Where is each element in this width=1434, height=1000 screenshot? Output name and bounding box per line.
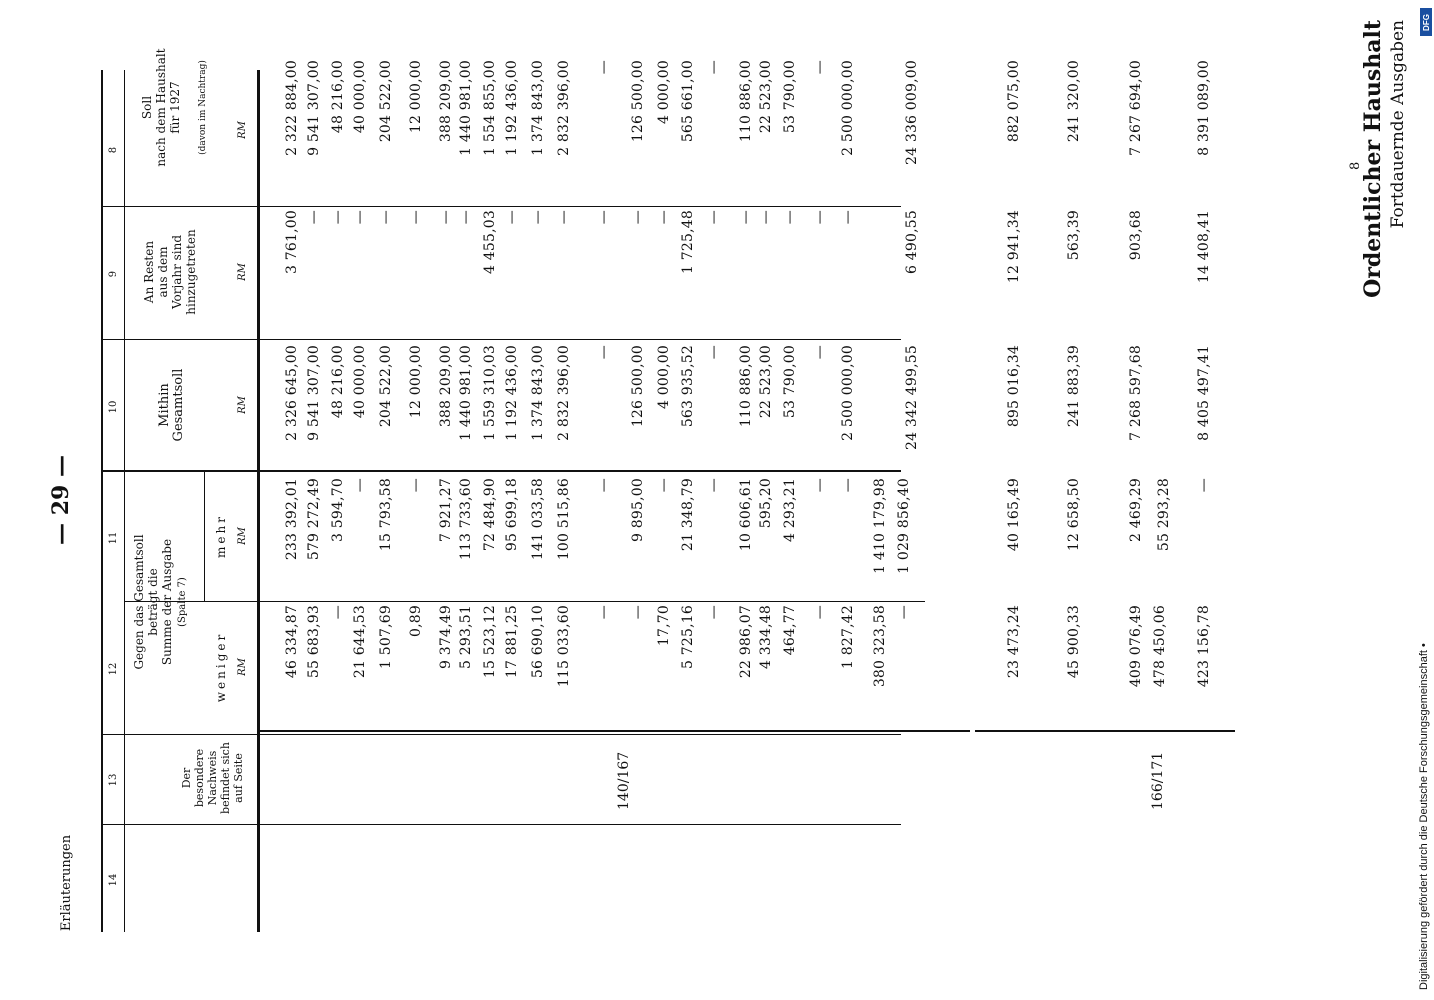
table-row2-2-c11: 12 658,50 <box>1066 478 1082 552</box>
header-bottom-rule <box>257 70 260 932</box>
table-row-4-c11: — <box>352 478 368 493</box>
table-row-22-c12: 1 827,42 <box>840 605 856 669</box>
table-row-7-c9: — <box>438 210 454 225</box>
table-row-10-c11: 95 699,18 <box>504 478 520 552</box>
col-sep-9-10 <box>101 339 901 340</box>
table-row2-3-c8: 7 267 694,00 <box>1128 60 1144 156</box>
table-row-19-c8: 22 523,00 <box>758 60 774 134</box>
table-row-4-c9: — <box>352 210 368 225</box>
table-row-15-c10: 4 000,00 <box>656 345 672 409</box>
table-row-21-c11: — <box>812 478 828 493</box>
table-row-17-c8: — <box>706 60 722 75</box>
table-row-6-c9: — <box>408 210 424 225</box>
col-header-12: weniger <box>214 631 228 703</box>
col-number-11: 11 <box>108 531 119 545</box>
col-header-14: Erläuterungen <box>59 834 74 932</box>
table-row-11-c9: — <box>530 210 546 225</box>
table-row-1-c10: 2 326 645,00 <box>284 345 300 441</box>
table-row-9-c11: 72 484,90 <box>482 478 498 552</box>
table-row-5-c10: 204 522,00 <box>378 345 394 428</box>
table-row-1-c8: 2 322 884,00 <box>284 60 300 156</box>
table-row-20-c8: 53 790,00 <box>782 60 798 134</box>
col-sep-11-12 <box>125 601 925 602</box>
table-row-11-c10: 1 374 843,00 <box>530 345 546 441</box>
col-number-13: 13 <box>108 773 119 787</box>
table-row2-3-c11: 2 469,29 <box>1128 478 1144 542</box>
table-row-1-c11: 233 392,01 <box>284 478 300 561</box>
table-row-8-c12: 5 293,51 <box>458 605 474 669</box>
col-sep-8-9 <box>101 206 901 207</box>
funding-note: Digitalisierung gefördert durch die Deutsche Forschungsgemeinschaft • <box>1418 643 1430 990</box>
table-row-22-c11: — <box>840 478 856 493</box>
col-number-12: 12 <box>108 662 119 676</box>
table-row-10-c10: 1 192 436,00 <box>504 345 520 441</box>
col-header-11-12-group: Gegen das Gesamtsoll beträgt die Summe der Ausgabe <box>132 534 174 670</box>
table-row-14-c11: 9 895,00 <box>630 478 646 542</box>
table-row-6-c12: 0,89 <box>408 605 424 637</box>
table-row2-1-c9: 12 941,34 <box>1006 210 1022 284</box>
table-row2-1-c11: 40 165,49 <box>1006 478 1022 552</box>
table-row-18-c8: 110 886,00 <box>738 60 754 143</box>
table-row-13-c8: — <box>596 60 612 75</box>
table-row-3-c8: 48 216,00 <box>330 60 346 134</box>
group1-total-c11: 1 410 179,98 <box>872 478 888 574</box>
table-row2-1-c10: 895 016,34 <box>1006 345 1022 428</box>
table-row-6-c11: — <box>408 478 424 493</box>
table-row-10-c9: — <box>504 210 520 225</box>
final-row-c12: 423 156,78 <box>1196 605 1212 688</box>
table-row-8-c11: 113 733,60 <box>458 478 474 561</box>
col-number-10: 10 <box>108 400 119 414</box>
table-row-18-c9: — <box>738 210 754 225</box>
table-row-5-c8: 204 522,00 <box>378 60 394 143</box>
table-row-3-c9: — <box>330 210 346 225</box>
summary-c10: 24 342 499,55 <box>904 345 920 451</box>
table-row-14-c12: — <box>630 605 646 620</box>
table-row-10-c12: 17 881,25 <box>504 605 520 679</box>
table-row-11-c11: 141 033,58 <box>530 478 546 561</box>
summary-c8: 24 336 009,00 <box>904 60 920 166</box>
table-row-5-c9: — <box>378 210 394 225</box>
group2-total-c11: 55 293,28 <box>1156 478 1172 552</box>
table-row-12-c10: 2 832 396,00 <box>556 345 572 441</box>
table-row-16-c9: 1 725,48 <box>680 210 696 274</box>
unit-12: RM <box>237 658 248 676</box>
table-row-7-c10: 388 209,00 <box>438 345 454 428</box>
table-row-17-c12: — <box>706 605 722 620</box>
table-row2-1-c12: 23 473,24 <box>1006 605 1022 679</box>
table-row-15-c12: 17,70 <box>656 605 672 647</box>
table-row-20-c9: — <box>782 210 798 225</box>
group1-diff-c12: — <box>896 605 912 620</box>
table-row-1-c12: 46 334,87 <box>284 605 300 679</box>
col-sep-12-13 <box>101 734 901 735</box>
table-row-17-c11: — <box>706 478 722 493</box>
table-row-16-c8: 565 661,00 <box>680 60 696 143</box>
table-row-12-c11: 100 515,86 <box>556 478 572 561</box>
table-row-18-c12: 22 986,07 <box>738 605 754 679</box>
table-row-14-c8: 126 500,00 <box>630 60 646 143</box>
table-row-10-c8: 1 192 436,00 <box>504 60 520 156</box>
table-row-11-c12: 56 690,10 <box>530 605 546 679</box>
corner-number: 8 <box>1348 161 1363 170</box>
unit-9: RM <box>237 263 248 281</box>
group1-diff-c11: 1 029 856,40 <box>896 478 912 574</box>
col-number-8: 8 <box>108 146 119 154</box>
table-row2-3-c10: 7 268 597,68 <box>1128 345 1144 441</box>
table-row-13-c9: — <box>596 210 612 225</box>
final-row-c11: — <box>1196 478 1212 493</box>
table-row-19-c10: 22 523,00 <box>758 345 774 419</box>
table-row2-2-c9: 563,39 <box>1066 210 1082 261</box>
table-row-21-c9: — <box>812 210 828 225</box>
table-row-2-c9: — <box>306 210 322 225</box>
table-row-19-c12: 4 334,48 <box>758 605 774 669</box>
table-row-12-c8: 2 832 396,00 <box>556 60 572 156</box>
group1-bracket <box>258 730 970 732</box>
table-row-7-c8: 388 209,00 <box>438 60 454 143</box>
table-row-18-c10: 110 886,00 <box>738 345 754 428</box>
final-row-c9: 14 408,41 <box>1196 210 1212 284</box>
table-row-15-c9: — <box>656 210 672 225</box>
table-row-14-c10: 126 500,00 <box>630 345 646 428</box>
table-row-2-c10: 9 541 307,00 <box>306 345 322 441</box>
table-row-1-c9: 3 761,00 <box>284 210 300 274</box>
dfg-logo-text: DFG <box>1421 13 1431 31</box>
dfg-logo <box>1420 8 1432 36</box>
table-row-6-c8: 12 000,00 <box>408 60 424 134</box>
page-number: — 29 — <box>48 455 74 545</box>
table-row-6-c10: 12 000,00 <box>408 345 424 419</box>
table-row-21-c12: — <box>812 605 828 620</box>
table-row-13-c12: — <box>596 605 612 620</box>
table-row-3-c12: — <box>330 605 346 620</box>
table-row-22-c9: — <box>840 210 856 225</box>
table-row2-2-c10: 241 883,39 <box>1066 345 1082 428</box>
table-row-15-c11: — <box>656 478 672 493</box>
unit-10: RM <box>237 396 248 414</box>
table-row-3-c11: 3 594,70 <box>330 478 346 542</box>
table-row-2-c8: 9 541 307,00 <box>306 60 322 156</box>
col-sep-10-11 <box>101 470 901 472</box>
group1-reference: 140/167 <box>616 751 632 810</box>
group2-bracket <box>975 730 1235 732</box>
col-header-8-note: (davon im Nachtrag) <box>198 60 208 155</box>
table-row-11-c8: 1 374 843,00 <box>530 60 546 156</box>
unit-11: RM <box>237 527 248 545</box>
table-row2-3-c9: 903,68 <box>1128 210 1144 261</box>
final-row-c10: 8 405 497,41 <box>1196 345 1212 441</box>
table-row-21-c8: — <box>812 60 828 75</box>
group2-total-c12: 478 450,06 <box>1152 605 1168 688</box>
table-row2-2-c12: 45 900,33 <box>1066 605 1082 679</box>
colnum-rule <box>124 70 125 932</box>
table-row-4-c10: 40 000,00 <box>352 345 368 419</box>
table-row-7-c12: 9 374,49 <box>438 605 454 669</box>
table-row-17-c9: — <box>706 210 722 225</box>
table-row-2-c12: 55 683,93 <box>306 605 322 679</box>
page-title: Ordentlicher Haushalt <box>1360 20 1386 298</box>
table-row-5-c12: 1 507,69 <box>378 605 394 669</box>
table-row-18-c11: 10 606,61 <box>738 478 754 552</box>
col-header-11: mehr <box>214 514 228 558</box>
col-header-9: An Resten aus dem Vorjahr sind hinzugetreten <box>142 229 198 315</box>
table-row-12-c12: 115 033,60 <box>556 605 572 688</box>
unit-8: RM <box>237 121 248 139</box>
table-row-16-c10: 563 935,52 <box>680 345 696 428</box>
table-row-9-c8: 1 554 855,00 <box>482 60 498 156</box>
col-header-13: Der besondere Nachweis befindet sich auf Seite <box>180 742 245 814</box>
table-row-20-c12: 464,77 <box>782 605 798 656</box>
col-number-14: 14 <box>108 873 119 887</box>
table-row-4-c8: 40 000,00 <box>352 60 368 134</box>
table-row-13-c10: — <box>596 345 612 360</box>
table-row-22-c8: 2 500 000,00 <box>840 60 856 156</box>
col-header-10: Mithin Gesamtsoll <box>157 368 186 442</box>
table-row-21-c10: — <box>812 345 828 360</box>
table-row-8-c9: — <box>458 210 474 225</box>
table-row-3-c10: 48 216,00 <box>330 345 346 419</box>
table-row-17-c10: — <box>706 345 722 360</box>
group2-reference: 166/171 <box>1150 751 1166 810</box>
table-row-20-c10: 53 790,00 <box>782 345 798 419</box>
table-row-7-c11: 7 921,27 <box>438 478 454 542</box>
table-row2-3-c12: 409 076,49 <box>1128 605 1144 688</box>
col-header-11-12-note: (Spalte 7) <box>177 577 188 627</box>
table-row2-1-c8: 882 075,00 <box>1006 60 1022 143</box>
table-row-16-c12: 5 725,16 <box>680 605 696 669</box>
table-row-20-c11: 4 293,21 <box>782 478 798 542</box>
table-row-9-c12: 15 523,12 <box>482 605 498 679</box>
col-number-9: 9 <box>108 270 119 278</box>
table-row-8-c10: 1 440 981,00 <box>458 345 474 441</box>
table-row-14-c9: — <box>630 210 646 225</box>
group1-total-c12: 380 323,58 <box>872 605 888 688</box>
table-row-5-c11: 15 793,58 <box>378 478 394 552</box>
table-row-9-c9: 4 455,03 <box>482 210 498 274</box>
table-row-16-c11: 21 348,79 <box>680 478 696 552</box>
table-row-8-c8: 1 440 981,00 <box>458 60 474 156</box>
table-row-13-c11: — <box>596 478 612 493</box>
table-row-12-c9: — <box>556 210 572 225</box>
table-row-19-c9: — <box>758 210 774 225</box>
subhead-rule <box>204 472 205 602</box>
table-row2-2-c8: 241 320,00 <box>1066 60 1082 143</box>
final-row-c8: 8 391 089,00 <box>1196 60 1212 156</box>
summary-c9: 6 490,55 <box>904 210 920 274</box>
col-header-8: Soll nach dem Haushalt für 1927 <box>140 48 182 167</box>
table-row-15-c8: 4 000,00 <box>656 60 672 124</box>
table-row-9-c10: 1 559 310,03 <box>482 345 498 441</box>
table-row-22-c10: 2 500 000,00 <box>840 345 856 441</box>
header-top-rule <box>101 70 103 932</box>
table-row-19-c11: 595,20 <box>758 478 774 529</box>
table-row-2-c11: 579 272,49 <box>306 478 322 561</box>
col-sep-13-14 <box>101 824 901 825</box>
table-row-4-c12: 21 644,53 <box>352 605 368 679</box>
page-subtitle: Fortdauernde Ausgaben <box>1388 20 1408 229</box>
